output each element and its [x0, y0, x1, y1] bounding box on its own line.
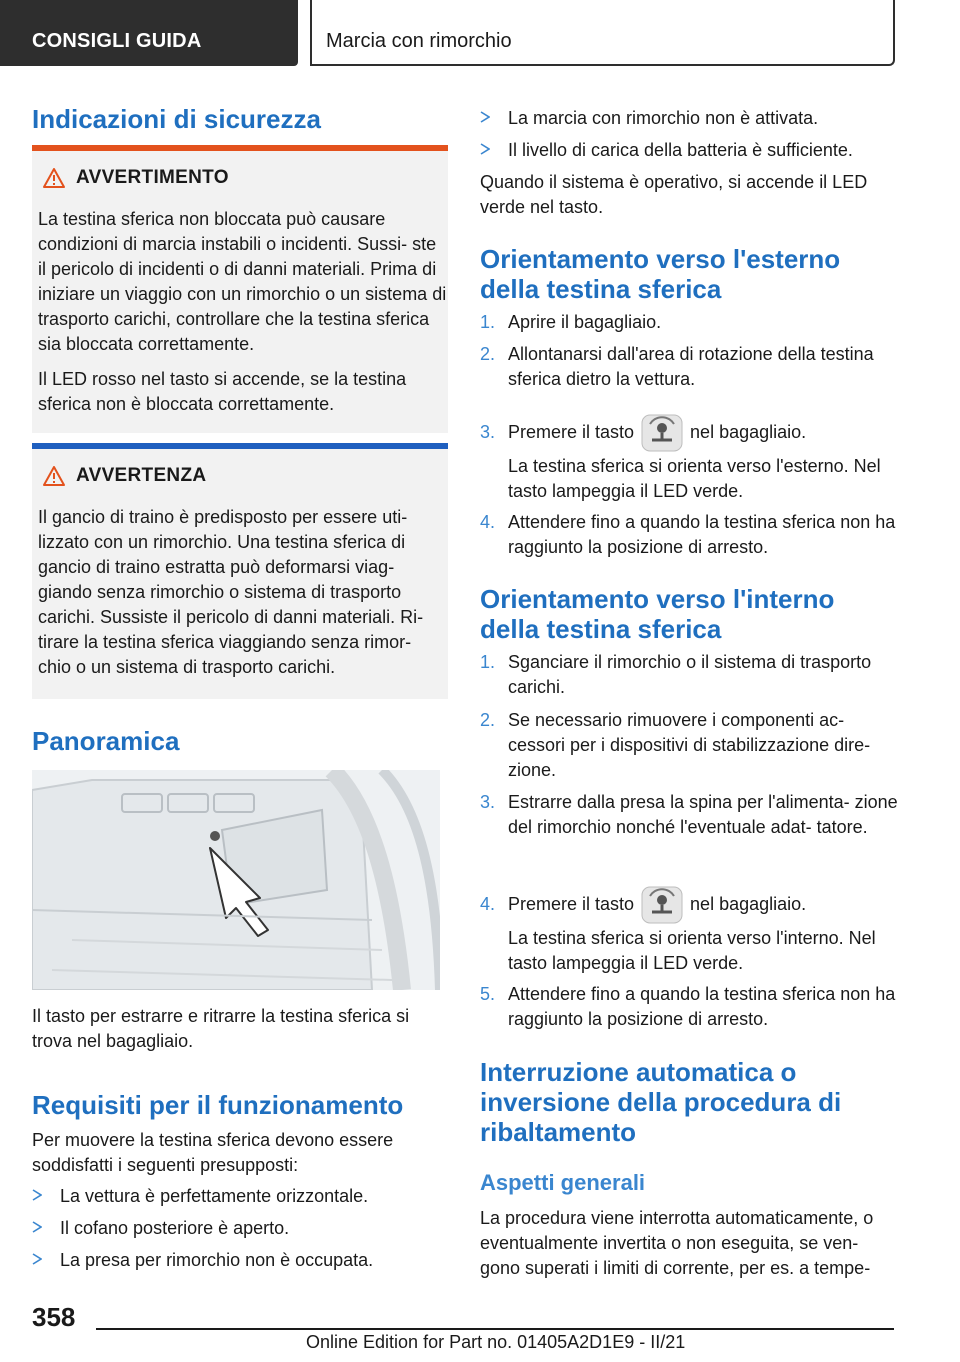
section-tab	[0, 0, 298, 66]
trunk-button-illustration	[32, 770, 440, 990]
warning-text: Il LED rosso nel tasto si accende, se la testina sferica non è bloccata correttamente.	[38, 369, 407, 414]
heading-requisiti: Requisiti per il funzionamento	[32, 1090, 404, 1120]
section-title: CONSIGLI GUIDA	[32, 30, 202, 52]
bullet-triangle-icon	[32, 1253, 42, 1265]
list-item: Il cofano posteriore è aperto.	[32, 1216, 448, 1242]
page-header	[0, 0, 960, 66]
step-item: 4. Attendere fino a quando la testina sferica non ha raggiunto la posizione di arresto.	[480, 512, 896, 557]
towbar-button-icon	[640, 414, 684, 452]
heading-interruzione: Interruzione automatica o inversione della procedura di ribaltamento	[480, 1057, 842, 1147]
warning-box-avvertenza	[32, 443, 448, 699]
trunk-illustration	[32, 770, 440, 990]
bullet-triangle-icon	[480, 143, 490, 155]
warning-text: La testina sferica non bloccata può causare condizioni di marcia instabili o incidenti. Sussi- ste il pericolo di incidenti o di danni materiali. Prima di iniziare un viaggio con un rimorchio o un sistema di trasporto carichi, controllare che la testina sferica sia bloccata correttamente.	[38, 209, 447, 354]
warning-triangle-icon	[42, 167, 66, 189]
warning-box-avvertimento	[32, 145, 448, 433]
image-caption: Il tasto per estrarre e ritrarre la testina sferica si trova nel bagagliaio.	[32, 1006, 410, 1051]
bullet-triangle-icon	[480, 111, 490, 123]
bullet-triangle-icon	[32, 1221, 42, 1233]
step-item: 2. Se necessario rimuovere i componenti ac- cessori per i dispositivi di stabilizzazione dire- zione.	[480, 710, 871, 780]
warning-title: AVVERTIMENTO	[76, 167, 229, 188]
warning-text: Il gancio di traino è predisposto per essere uti- lizzato con un rimorchio. Una testina sferica di gancio di traino estratta può deformarsi viag- giando senza rimorchio o sistema di trasporto carichi. Sussiste il pericolo di danni materiali. Ri- tirare la testina sferica viaggiando senza rimor- chio o un sistema di trasporto carichi.	[38, 507, 424, 677]
page-number: 358	[32, 1302, 76, 1332]
heading-aspetti: Aspetti generali	[480, 1170, 646, 1195]
step-item: 3. Estrarre dalla presa la spina per l'alimenta- zione del rimorchio nonché l'eventuale adat- tatore.	[480, 792, 898, 837]
towbar-button-icon	[640, 886, 684, 924]
chapter-tab	[310, 0, 895, 66]
list-item: La marcia con rimorchio non è attivata.	[480, 106, 896, 132]
heading-esterno: Orientamento verso l'esterno della testina sferica	[480, 244, 841, 304]
step-item: 5. Attendere fino a quando la testina sferica non ha raggiunto la posizione di arresto.	[480, 984, 896, 1029]
heading-interno: Orientamento verso l'interno della testina sferica	[480, 584, 835, 644]
aspetti-text: La procedura viene interrotta automaticamente, o eventualmente invertita o non eseguita, se ven- gono superati i limiti di corrente, per es. a tempe-	[480, 1208, 874, 1278]
step-item: 2. Allontanarsi dall'area di rotazione della testina sferica dietro la vettura.	[480, 344, 874, 389]
list-item: Il livello di carica della batteria è sufficiente.	[480, 138, 896, 164]
list-item: La vettura è perfettamente orizzontale.	[32, 1184, 448, 1210]
step-item: 1. Sganciare il rimorchio o il sistema di trasporto carichi.	[480, 652, 872, 697]
warning-triangle-icon	[42, 465, 66, 487]
heading-panoramica: Panoramica	[32, 726, 180, 756]
step-item: 3. Premere il tasto nel bagagliaio. La testina sferica si orienta verso l'esterno. Nel tasto lampeggia il LED verde.	[480, 412, 896, 502]
heading-sicurezza: Indicazioni di sicurezza	[32, 104, 321, 134]
chapter-title: Marcia con rimorchio	[326, 30, 512, 52]
warning-title: AVVERTENZA	[76, 465, 207, 486]
list-item: La presa per rimorchio non è occupata.	[32, 1248, 448, 1274]
step-item: 4. Premere il tasto nel bagagliaio. La testina sferica si orienta verso l'interno. Nel tasto lampeggia il LED verde.	[480, 884, 896, 974]
edition-text: Online Edition for Part no. 01405A2D1E9 - II/21	[306, 1332, 686, 1352]
requisiti-outro: Quando il sistema è operativo, si accende il LED verde nel tasto.	[480, 172, 868, 217]
step-item: 1. Aprire il bagagliaio.	[480, 312, 662, 332]
bullet-triangle-icon	[32, 1189, 42, 1201]
requisiti-intro: Per muovere la testina sferica devono essere soddisfatti i seguenti presupposti:	[32, 1130, 394, 1175]
footer-divider	[96, 1328, 894, 1330]
